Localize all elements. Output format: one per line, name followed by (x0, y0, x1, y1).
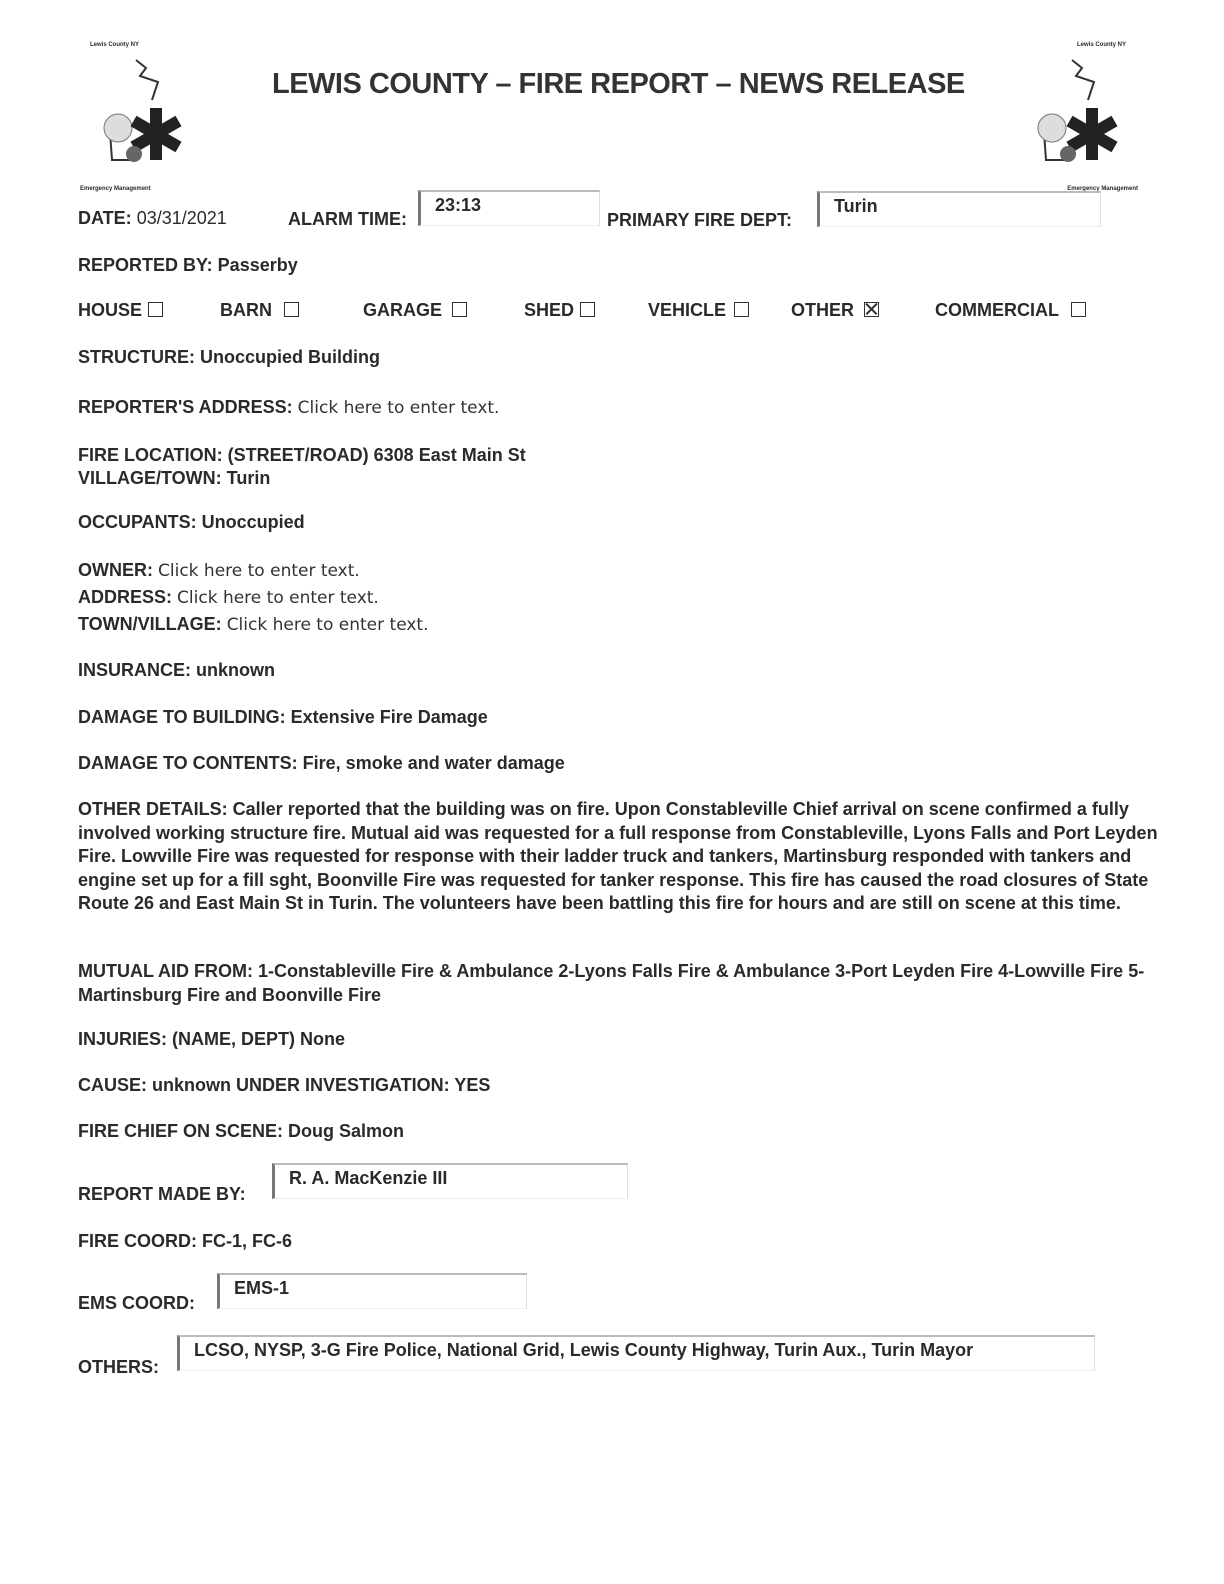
logo-bottom-text: Emergency Management (80, 186, 151, 192)
structure: STRUCTURE: Unoccupied Building (78, 347, 380, 367)
type-shed[interactable] (524, 300, 595, 321)
type-house[interactable] (78, 300, 163, 321)
village-town: VILLAGE/TOWN: Turin (78, 468, 271, 488)
damage-to-building: DAMAGE TO BUILDING: Extensive Fire Damage (78, 707, 488, 727)
commercial-checkbox[interactable] (1071, 302, 1086, 317)
logo-bottom-text: Emergency Management (1067, 186, 1138, 192)
other-details: OTHER DETAILS: Caller reported that the building was on fire. Upon Constableville Chief arrival on scene confirmed a fully involved working structure fire. Mutual aid was requested for a full response from Constableville, Lyons Falls and Port Leyden Fire. Lowville Fire was requested for response with their ladder truck and tankers, Martinsburg responded with tankers and engine set up for a fill sght, Boonville Fire was requested for tanker response. This fire has caused the road closures of State Route 26 and East Main St in Turin. The volunteers have been battling this fire for hours and are still on scene at this time. (78, 799, 1158, 913)
cause: CAUSE: unknown UNDER INVESTIGATION: YES (78, 1075, 491, 1095)
logo-top-text: Lewis County NY (1076, 42, 1126, 48)
owner (78, 560, 360, 581)
vehicle-checkbox[interactable] (734, 302, 749, 317)
alarm-time-field[interactable]: 23:13 (418, 190, 600, 226)
emergency-management-emblem (1008, 42, 1138, 192)
lewis-county-logo-right (1008, 42, 1138, 192)
report-made-by-field[interactable]: R. A. MacKenzie III (272, 1163, 628, 1199)
primary-fire-dept-field[interactable]: Turin (817, 191, 1101, 227)
shed-checkbox[interactable] (580, 302, 595, 317)
occupants: OCCUPANTS: Unoccupied (78, 512, 305, 532)
town-village-label: TOWN/VILLAGE: (78, 614, 222, 634)
fire-chief-on-scene: FIRE CHIEF ON SCENE: Doug Salmon (78, 1121, 405, 1141)
damage-to-contents: DAMAGE TO CONTENTS: Fire, smoke and water damage (78, 753, 565, 773)
fire-coord: FIRE COORD: FC-1, FC-6 (78, 1231, 292, 1251)
emergency-management-emblem (78, 42, 208, 192)
mutual-aid: MUTUAL AID FROM: 1-Constableville Fire & Ambulance 2-Lyons Falls Fire & Ambulance 3-Port Leyden Fire 4-Lowville Fire 5-Martinsburg Fire and Boonville Fire (78, 961, 1145, 1005)
type-commercial[interactable] (935, 300, 1086, 321)
type-vehicle[interactable] (648, 300, 749, 321)
date-value: 03/31/2021 (136, 208, 227, 228)
garage-checkbox[interactable] (452, 302, 467, 317)
reporter-address (78, 397, 499, 418)
injuries: INJURIES: (NAME, DEPT) None (78, 1029, 346, 1049)
town-village (78, 614, 429, 635)
date-label (78, 208, 227, 229)
type-other[interactable] (791, 300, 879, 321)
reporter-address-label: REPORTER'S ADDRESS: (78, 397, 293, 417)
address (78, 587, 379, 608)
type-label: HOUSE (78, 300, 143, 320)
insurance: INSURANCE: unknown (78, 660, 275, 680)
reported-by: REPORTED BY: Passerby (78, 255, 298, 275)
others-label: OTHERS: (78, 1357, 159, 1377)
others-field[interactable]: LCSO, NYSP, 3-G Fire Police, National Grid, Lewis County Highway, Turin Aux., Turin Mayor (177, 1335, 1095, 1371)
type-barn[interactable] (220, 300, 299, 321)
address-label: ADDRESS: (78, 587, 173, 607)
date-label-text: DATE: (78, 208, 132, 228)
ems-coord-field[interactable]: EMS-1 (217, 1273, 527, 1309)
type-garage[interactable] (363, 300, 467, 321)
fire-location: FIRE LOCATION: (STREET/ROAD) 6308 East Main St (78, 445, 526, 465)
house-checkbox[interactable] (148, 302, 163, 317)
address-value[interactable]: Click here to enter text. (177, 588, 379, 608)
type-label: OTHER (791, 300, 854, 320)
town-village-value[interactable]: Click here to enter text. (226, 615, 429, 635)
report-made-by-label: REPORT MADE BY: (78, 1184, 246, 1204)
type-label: VEHICLE (648, 300, 727, 320)
fire-type-row (78, 300, 1158, 324)
type-label: COMMERCIAL (935, 300, 1059, 320)
type-label: GARAGE (363, 300, 443, 320)
logo-top-text: Lewis County NY (90, 42, 140, 48)
page-title: LEWIS COUNTY – FIRE REPORT – NEWS RELEASE (272, 68, 965, 100)
lewis-county-logo-left (78, 42, 208, 192)
barn-checkbox[interactable] (284, 302, 299, 317)
alarm-time-label: ALARM TIME: (288, 209, 407, 229)
reporter-address-value[interactable]: Click here to enter text. (297, 398, 500, 418)
owner-label: OWNER: (78, 560, 153, 580)
other-checkbox-checked[interactable] (864, 302, 879, 317)
type-label: BARN (220, 300, 272, 320)
primary-fire-dept-label: PRIMARY FIRE DEPT: (607, 210, 793, 230)
type-label: SHED (524, 300, 575, 320)
ems-coord-label: EMS COORD: (78, 1293, 195, 1313)
owner-value[interactable]: Click here to enter text. (158, 561, 360, 581)
